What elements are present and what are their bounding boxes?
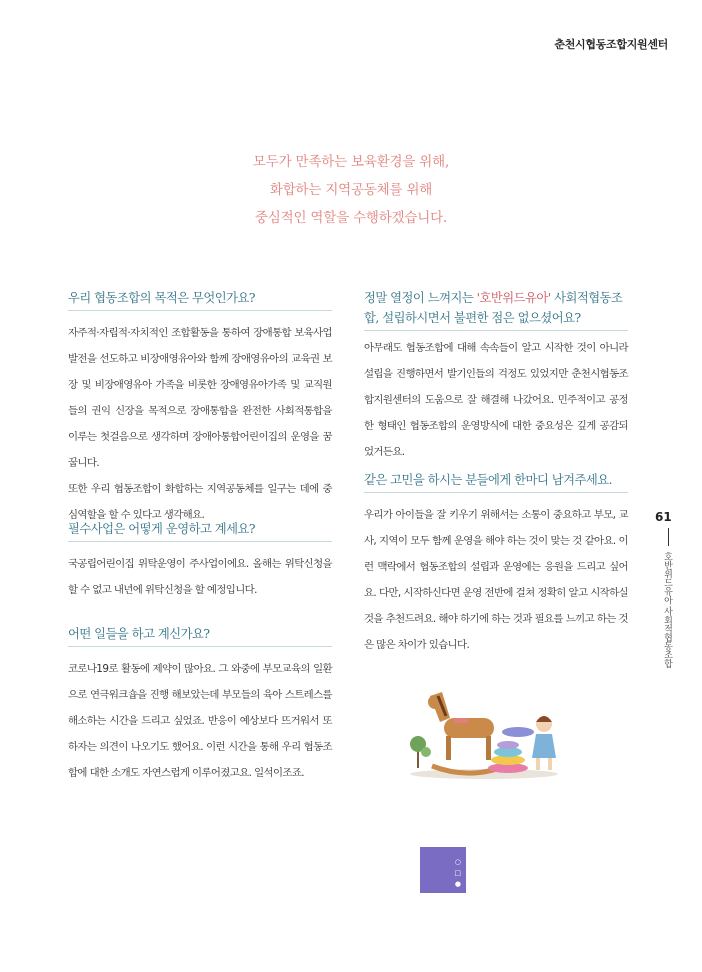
quote-line: 모두가 만족하는 보육환경을 위해,	[252, 154, 450, 170]
answer-text: 코로나19로 활동에 제약이 많아요. 그 와중에 부모교육의 일환으로 연극워크숍을 진행 해보았는데 부모들의 육아 스트레스를 해소하는 시간을 드리고 싶었죠. 반응이 예상보다 뜨거워서 또 하자는 의견이 나오기도 했어요. 이런 시간을 통해 우리 협동조합에 대한 소개도 자연스럽게 이루어졌고요. 일석이조죠.	[68, 663, 332, 779]
question-heading: 같은 고민을 하시는 분들에게 한마디 남겨주세요.	[364, 470, 628, 493]
answer-text	[68, 320, 332, 528]
page-number: 61	[655, 510, 672, 524]
question-text: 정말 열정이 느껴지는	[364, 291, 477, 305]
qa-block-business	[68, 519, 332, 603]
answer-text: 국공립어린이집 위탁운영이 주사업이에요. 올해는 위탁신청을 할 수 없고 내년에 위탁신청을 할 예정입니다.	[68, 558, 332, 596]
pull-quote	[0, 148, 702, 232]
question-heading: 어떤 일들을 하고 계신가요?	[68, 624, 332, 647]
quote-line: 중심적인 역할을 수행하겠습니다.	[254, 210, 448, 226]
question-heading	[364, 288, 628, 331]
quote-line: 화합하는 지역공동체를 위해	[269, 182, 433, 198]
page-divider	[668, 528, 669, 546]
qa-block-activities	[68, 624, 332, 786]
qa-block-purpose	[68, 288, 332, 528]
nav-icon-box	[420, 847, 466, 893]
answer-text: 아무래도 협동조합에 대해 속속들이 알고 시작한 것이 아니라 설립을 진행하면서 발기인들의 걱정도 있었지만 춘천시협동조합지원센터의 도움으로 잘 해결해 나갔어요. 민주적이고 공정한 형태인 협동조합의 운영방식에 대한 중요성은 깊게 공감되었거든요.	[364, 342, 628, 458]
answer-paragraph: 또한 우리 협동조합이 화합하는 지역공동체를 일구는 데에 중심역할을 할 수 있다고 생각해요.	[68, 483, 332, 521]
question-heading: 우리 협동조합의 목적은 무엇인가요?	[68, 288, 332, 311]
question-heading: 필수사업은 어떻게 운영하고 계세요?	[68, 519, 332, 542]
answer-text: 우리가 아이들을 잘 키우기 위해서는 소통이 중요하고 부모, 교사, 지역이 모두 함께 운영을 해야 하는 것이 맞는 것 같아요. 이런 맥락에서 협동조합의 설립과 운영에는 응원을 드리고 싶어요. 다만, 시작하신다면 운영 전반에 걸쳐 정확히 알고 시작하실 것을 추천드려요. 해야 하기에 하는 것과 필요를 느끼고 하는 것은 많은 차이가 있습니다.	[364, 509, 628, 651]
rocking-horse-illustration	[404, 688, 564, 780]
question-text: 사회적협동조합, 설립하시면서 불편한 점은 없으셨어요?	[364, 291, 623, 325]
qa-block-difficulties	[364, 288, 628, 465]
answer-paragraph: 자주적·자립적·자치적인 조합활동을 통하여 장애통합 보육사업 발전을 선도하고 비장애영유아와 함께 장애영유아의 교육권 보장 및 비장애영유아 가족을 비롯한 장애영유아가족 및 교직원들의 권익 신장을 목적으로 장애통합을 완전한 사회적통합을 이루는 첫걸음으로 생각하며 장애아통합어린이집의 운영을 꿈꿉니다.	[68, 327, 332, 469]
lock-icon: ○	[454, 858, 461, 866]
header-org-name: 춘천시협동조합지원센터	[554, 38, 668, 51]
question-highlight: '호반위드유아'	[476, 291, 551, 305]
vertical-section-title: 호반위드유아 사회적협동조합	[662, 552, 672, 668]
person-icon: ●	[454, 880, 461, 888]
screen-icon: □	[454, 869, 461, 877]
qa-block-advice	[364, 470, 628, 658]
